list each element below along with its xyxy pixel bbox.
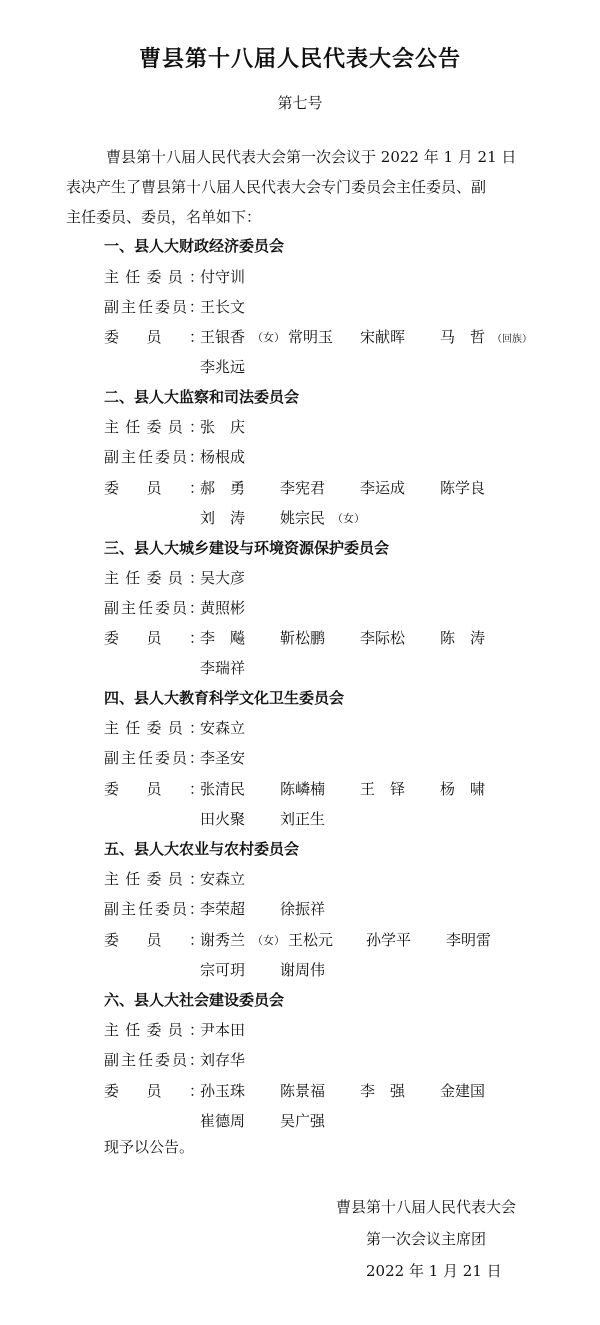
chair-name: 张 庆: [200, 418, 246, 436]
member-name: 崔德周: [200, 1112, 246, 1130]
member-name: 李明雷: [446, 931, 492, 949]
member-name: 李 飚: [200, 629, 246, 647]
member-name: 王银香: [200, 328, 246, 346]
member-note: （女）: [252, 331, 285, 344]
member-name: 陈嶙楠: [280, 780, 326, 798]
vice-label: 副 主 任 委 员 ：: [104, 599, 204, 617]
announcement-number: 第七号: [277, 94, 323, 112]
member-name: 孙玉珠: [200, 1082, 246, 1100]
chair-name: 安森立: [200, 719, 246, 737]
member-name: 李运成: [360, 479, 406, 497]
chair-name: 付守训: [200, 268, 246, 286]
member-name: 陈景福: [280, 1082, 326, 1100]
member-name: 李际松: [360, 629, 406, 647]
intro-line-3: 主任委员、委员，名单如下：: [66, 208, 262, 226]
vice-name: 黄照彬: [200, 599, 246, 617]
vice-label: 副 主 任 委 员 ：: [104, 1051, 204, 1069]
chair-label: 主 任 委 员 ：: [104, 870, 204, 888]
member-name: 王松元: [288, 931, 334, 949]
member-name: 陈学良: [440, 479, 486, 497]
vice-label: 副 主 任 委 员 ：: [104, 448, 204, 466]
chair-label: 主 任 委 员 ：: [104, 268, 204, 286]
member-name: 吴广强: [280, 1112, 326, 1130]
member-label: 委 员 ：: [104, 931, 204, 949]
chair-name: 尹本田: [200, 1021, 246, 1039]
closing-statement: 现予以公告。: [104, 1138, 195, 1156]
member-name: 常明玉: [288, 328, 334, 346]
section-5-heading: 五、县人大农业与农村委员会: [104, 840, 300, 858]
member-label: 委 员 ：: [104, 479, 204, 497]
member-name: 孙学平: [366, 931, 412, 949]
chair-label: 主 任 委 员 ：: [104, 1021, 204, 1039]
member-label: 委 员 ：: [104, 1082, 204, 1100]
member-label: 委 员 ：: [104, 629, 204, 647]
member-name: 李宪君: [280, 479, 326, 497]
vice-name: 李荣超: [200, 900, 246, 918]
vice-name: 刘存华: [200, 1051, 246, 1069]
chair-label: 主 任 委 员 ：: [104, 418, 204, 436]
member-name: 刘正生: [280, 810, 326, 828]
member-name: 靳松鹏: [280, 629, 326, 647]
vice-label: 副 主 任 委 员 ：: [104, 749, 204, 767]
section-2-heading: 二、县人大监察和司法委员会: [104, 388, 300, 406]
member-name: 张清民: [200, 780, 246, 798]
member-note: （回族）: [492, 334, 532, 345]
member-name: 马 哲: [440, 328, 486, 346]
member-name: 李瑞祥: [200, 659, 246, 677]
member-name: 王 铎: [360, 780, 406, 798]
vice-name: 徐振祥: [280, 900, 326, 918]
member-name: 姚宗民: [280, 509, 326, 527]
signature-date: 2022 年 1 月 21 日: [366, 1262, 502, 1280]
section-4-heading: 四、县人大教育科学文化卫生委员会: [104, 689, 345, 707]
member-name: 刘 涛: [200, 509, 246, 527]
section-3-heading: 三、县人大城乡建设与环境资源保护委员会: [104, 539, 390, 557]
member-label: 委 员 ：: [104, 328, 204, 346]
signature-org: 曹县第十八届人民代表大会: [336, 1198, 517, 1216]
member-name: 李 强: [360, 1082, 406, 1100]
member-label: 委 员 ：: [104, 780, 204, 798]
vice-name: 李圣安: [200, 749, 246, 767]
member-name: 宗可玥: [200, 961, 246, 979]
chair-name: 安森立: [200, 870, 246, 888]
member-name: 郝 勇: [200, 479, 246, 497]
chair-label: 主 任 委 员 ：: [104, 719, 204, 737]
chair-label: 主 任 委 员 ：: [104, 569, 204, 587]
member-name: 陈 涛: [440, 629, 486, 647]
document-title: 曹县第十八届人民代表大会公告: [138, 47, 461, 72]
intro-line-1: 曹县第十八届人民代表大会第一次会议于 2022 年 1 月 21 日: [106, 148, 517, 166]
intro-paragraph: [66, 142, 538, 232]
section-1-heading: 一、县人大财政经济委员会: [104, 237, 285, 255]
vice-name: 杨根成: [200, 448, 246, 466]
chair-name: 吴大彦: [200, 569, 246, 587]
member-name: 田火聚: [200, 810, 246, 828]
section-6-heading: 六、县人大社会建设委员会: [104, 991, 285, 1009]
intro-line-2: 表决产生了曹县第十八届人民代表大会专门委员会主任委员、副: [66, 178, 487, 196]
vice-label: 副 主 任 委 员 ：: [104, 298, 204, 316]
member-name: 谢秀兰: [200, 931, 246, 949]
signature-body: 第一次会议主席团: [366, 1230, 487, 1248]
vice-name: 王长文: [200, 298, 246, 316]
vice-label: 副 主 任 委 员 ：: [104, 900, 204, 918]
member-note: （女）: [332, 512, 365, 525]
member-note: （女）: [252, 934, 285, 947]
member-name: 谢周伟: [280, 961, 326, 979]
member-name: 宋献晖: [360, 328, 406, 346]
member-name: 李兆远: [200, 358, 246, 376]
member-name: 金建国: [440, 1082, 486, 1100]
member-name: 杨 啸: [440, 780, 486, 798]
